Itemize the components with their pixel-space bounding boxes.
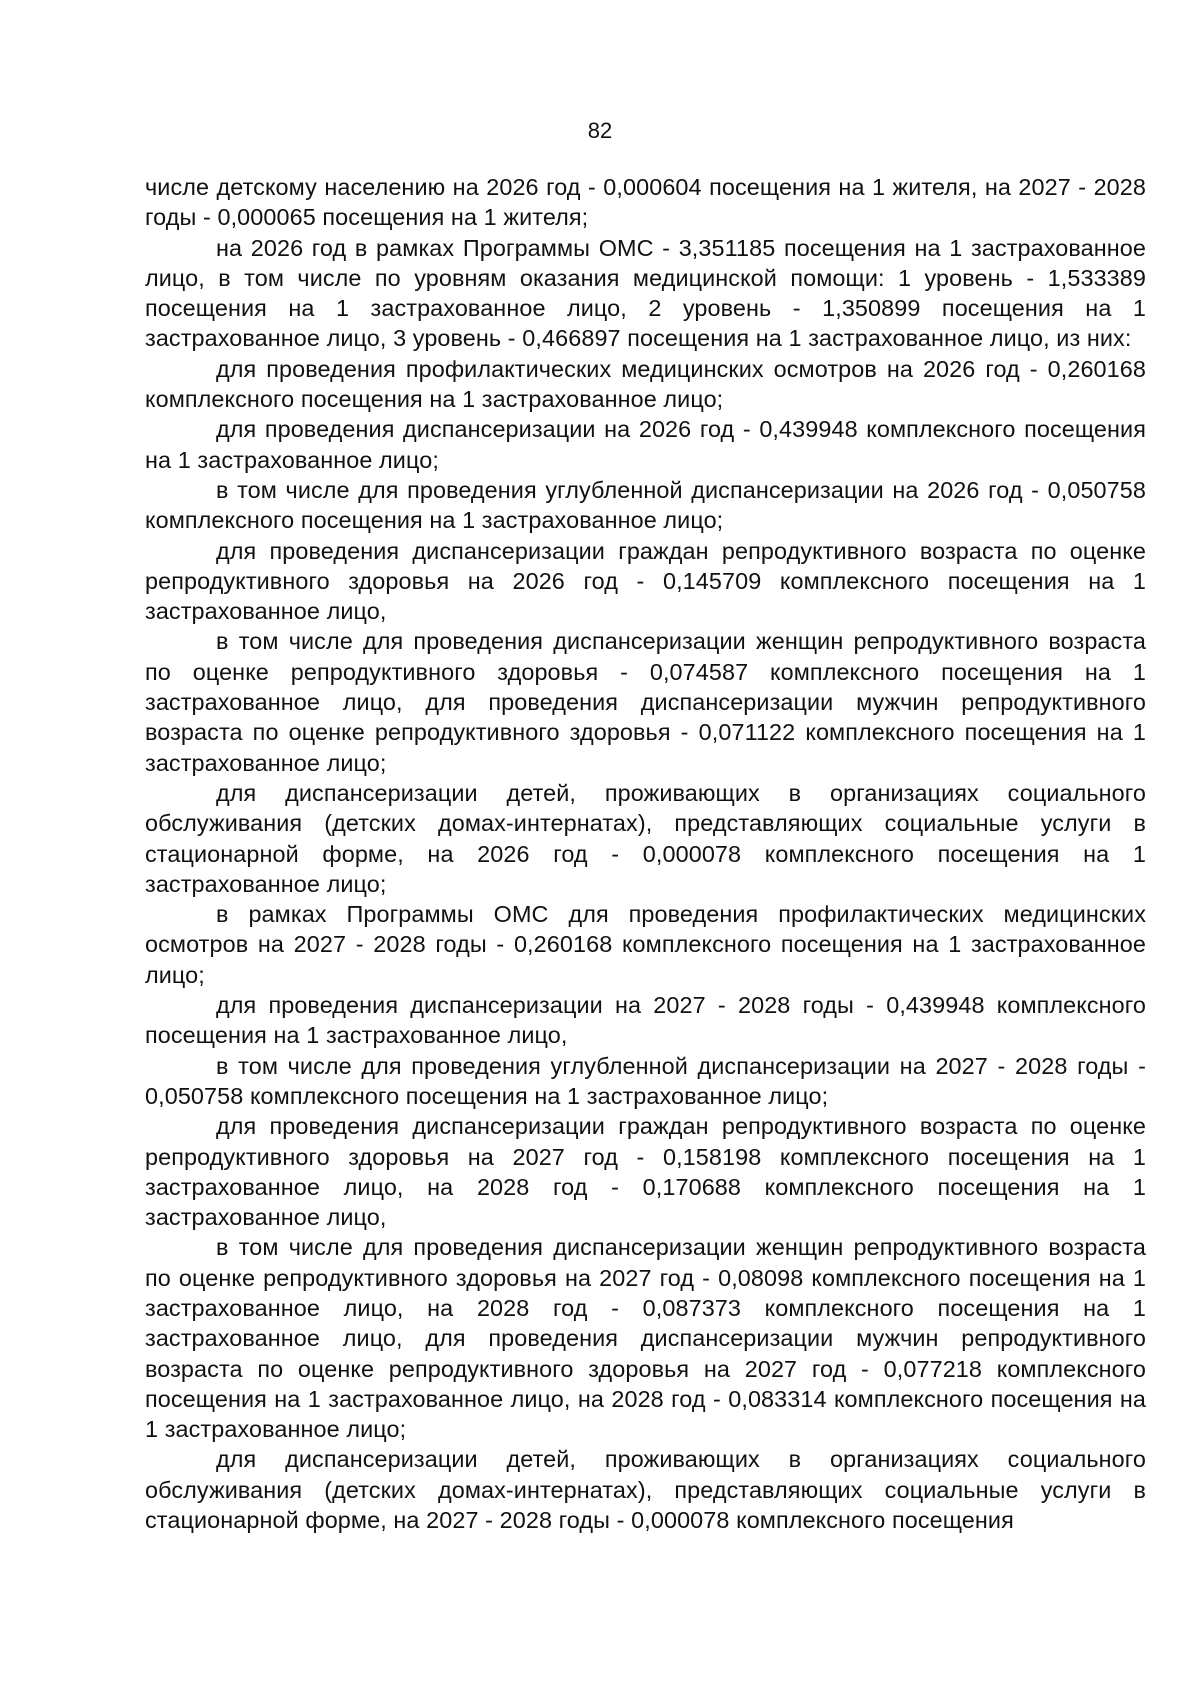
paragraph: числе детскому населению на 2026 год - 0,000604 посещения на 1 жителя, на 2027 - 2028 годы - 0,000065 посещения на 1 жителя;	[145, 174, 1146, 231]
paragraph: для проведения диспансеризации граждан репродуктивного возраста по оценке репродуктивного здоровья на 2027 год - 0,158198 комплексного посещения на 1 застрахованное лицо, на 2028 год - 0,170688 комплексного посещения на 1 застрахованное лицо,	[145, 1113, 1146, 1231]
paragraph: в том числе для проведения углубленной диспансеризации на 2027 - 2028 годы - 0,050758 комплексного посещения на 1 застрахованное лицо;	[145, 1052, 1146, 1109]
paragraph: для проведения диспансеризации на 2026 год - 0,439948 комплексного посещения на 1 застрахованное лицо;	[145, 416, 1146, 473]
document-body	[145, 172, 1146, 1535]
paragraph: в том числе для проведения диспансеризации женщин репродуктивного возраста по оценке репродуктивного здоровья - 0,074587 комплексного посещения на 1 застрахованное лицо, для проведения диспансеризации мужчин репродуктивного возраста по оценке репродуктивного здоровья - 0,071122 комплексного посещения на 1 застрахованное лицо;	[145, 628, 1146, 776]
paragraph: на 2026 год в рамках Программы ОМС - 3,351185 посещения на 1 застрахованное лицо, в том числе по уровням оказания медицинской помощи: 1 уровень - 1,533389 посещения на 1 застрахованное лицо, 2 уровень - 1,350899 посещения на 1 застрахованное лицо, 3 уровень - 0,466897 посещения на 1 застрахованное лицо, из них:	[145, 234, 1146, 352]
page-number: 82	[587, 118, 613, 143]
paragraph: для проведения диспансеризации на 2027 - 2028 годы - 0,439948 комплексного посещения на 1 застрахованное лицо,	[145, 992, 1146, 1049]
paragraph: для диспансеризации детей, проживающих в организациях социального обслуживания (детских домах-интернатах), представляющих социальные услуги в стационарной форме, на 2027 - 2028 годы - 0,000078 комплексного посещения	[145, 1446, 1146, 1534]
paragraph: для проведения диспансеризации граждан репродуктивного возраста по оценке репродуктивного здоровья на 2026 год - 0,145709 комплексного посещения на 1 застрахованное лицо,	[145, 537, 1146, 625]
paragraph: в рамках Программы ОМС для проведения профилактических медицинских осмотров на 2027 - 2028 годы - 0,260168 комплексного посещения на 1 застрахованное лицо;	[145, 901, 1146, 988]
paragraph: в том числе для проведения углубленной диспансеризации на 2026 год - 0,050758 комплексного посещения на 1 застрахованное лицо;	[145, 476, 1146, 534]
paragraph: для проведения профилактических медицинских осмотров на 2026 год - 0,260168 комплексного посещения на 1 застрахованное лицо;	[145, 355, 1146, 413]
paragraph: для диспансеризации детей, проживающих в организациях социального обслуживания (детских домах-интернатах), представляющих социальные услуги в стационарной форме, на 2026 год - 0,000078 комплексного посещения на 1 застрахованное лицо;	[145, 779, 1146, 897]
paragraph: в том числе для проведения диспансеризации женщин репродуктивного возраста по оценке репродуктивного здоровья на 2027 год - 0,08098 комплексного посещения на 1 застрахованное лицо, на 2028 год - 0,087373 комплексного посещения на 1 застрахованное лицо, для проведения диспансеризации мужчин репродуктивного возраста по оценке репродуктивного здоровья на 2027 год - 0,077218 комплексного посещения на 1 застрахованное лицо, на 2028 год - 0,083314 комплексного посещения на 1 застрахованное лицо;	[145, 1234, 1146, 1443]
